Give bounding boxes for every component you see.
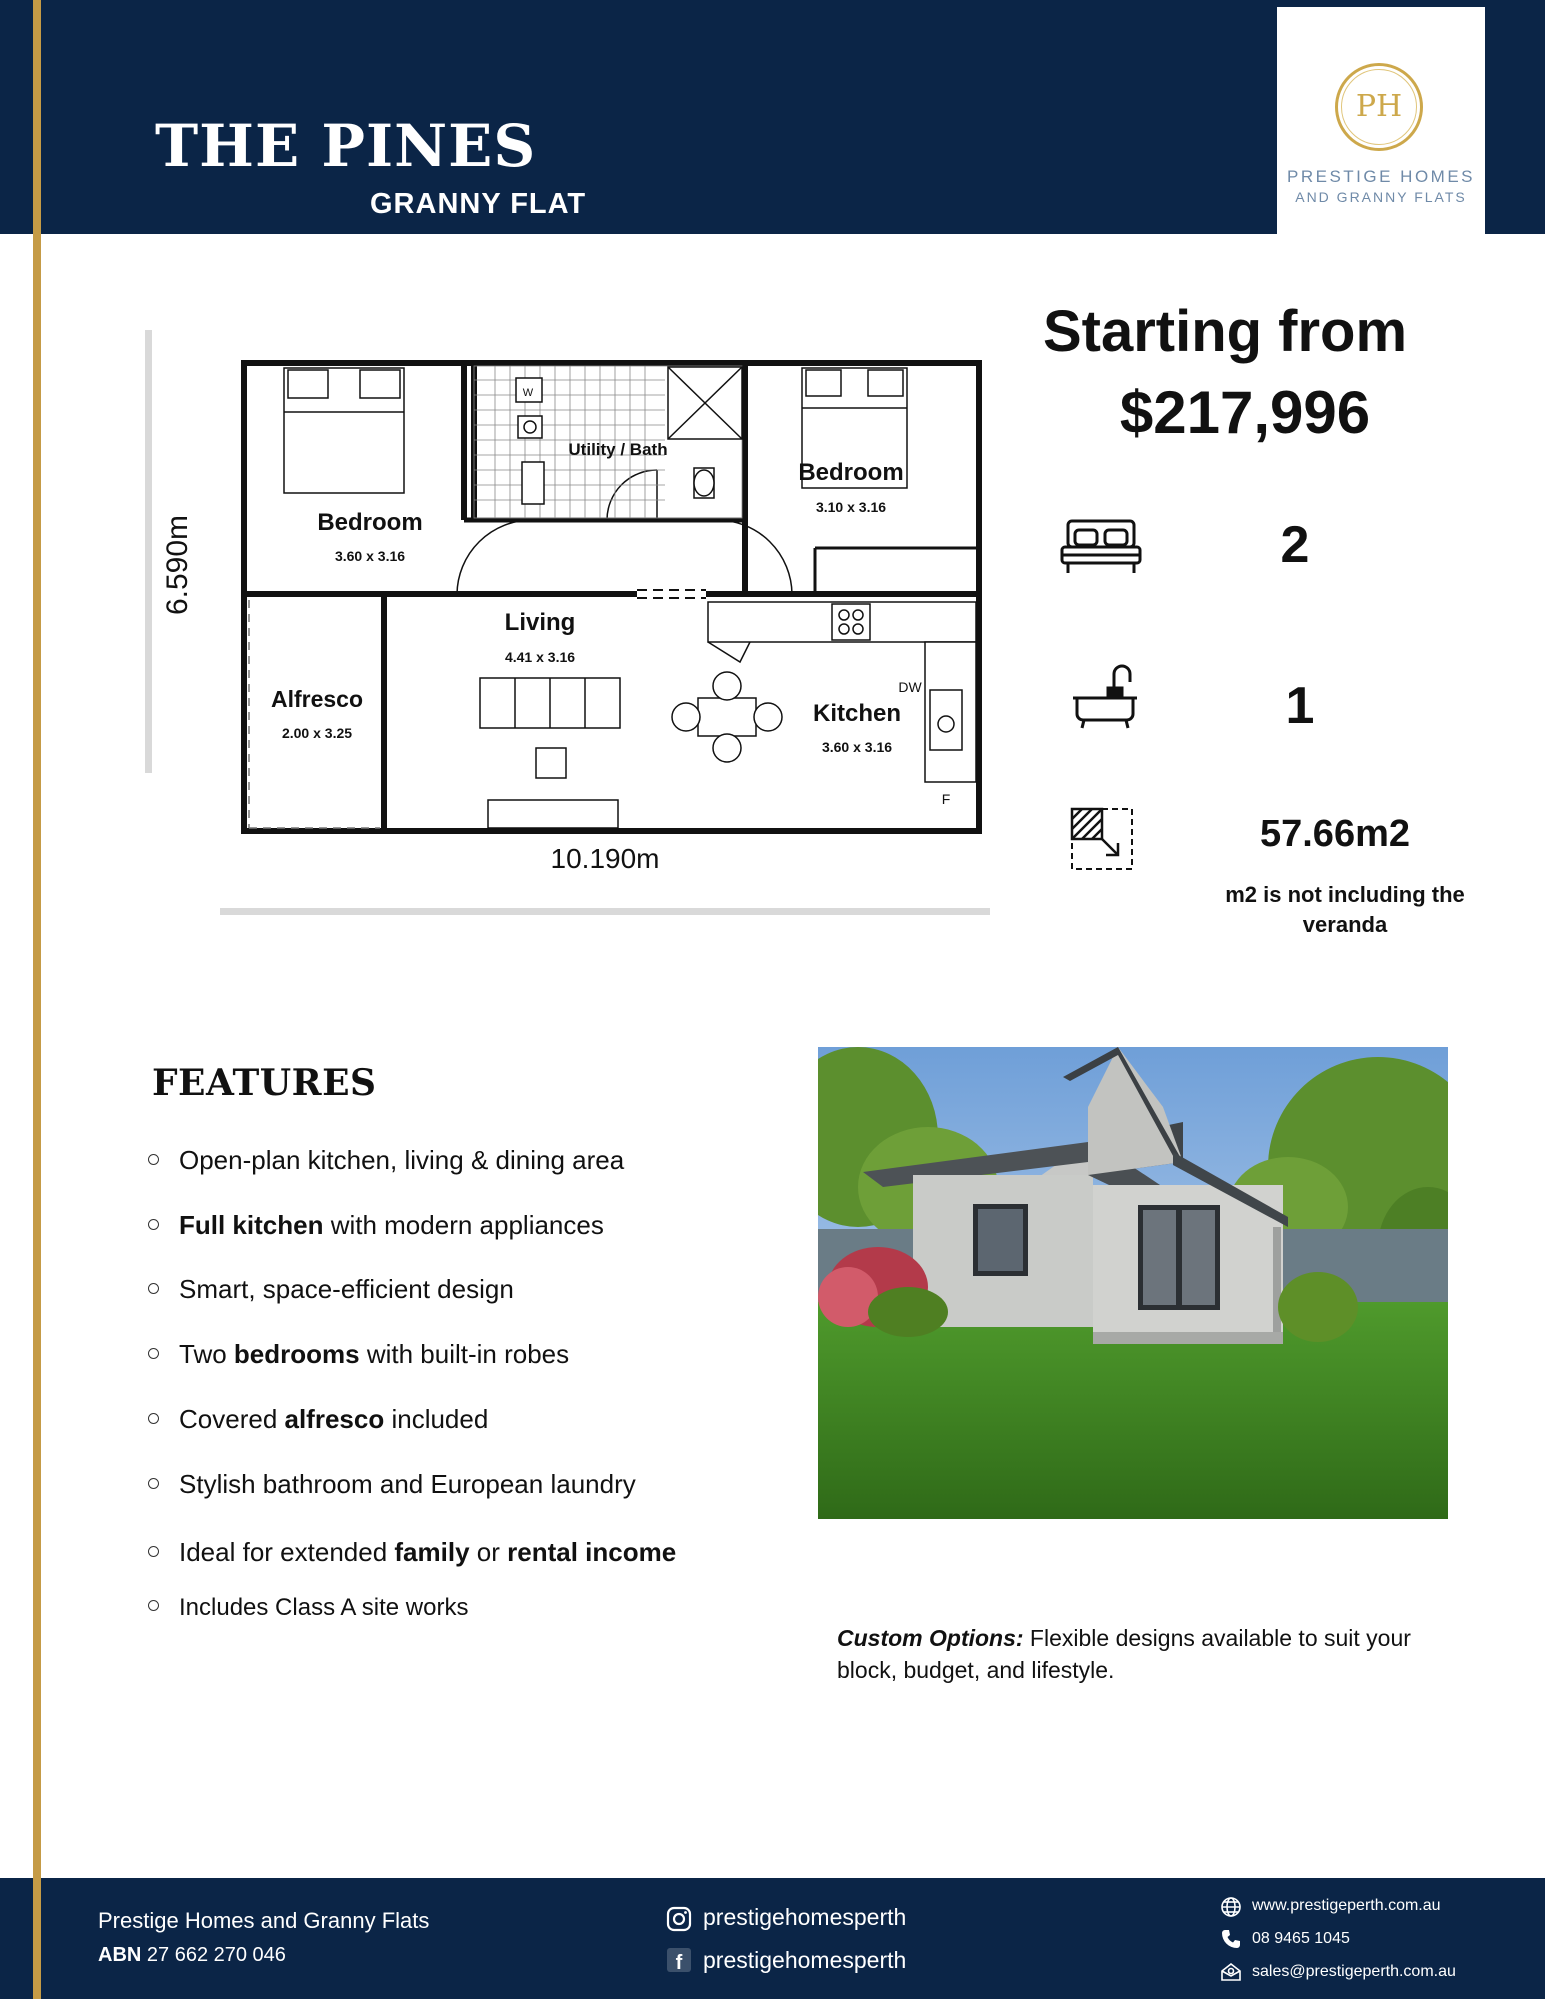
footer-facebook-handle[interactable]: prestigehomesperth — [703, 1947, 907, 1973]
area-note: m2 is not including the veranda — [1225, 882, 1465, 937]
floor-plan — [130, 320, 1000, 920]
logo-text-line2: AND GRANNY FLATS — [1295, 189, 1467, 205]
bullet-icon — [148, 1478, 159, 1489]
price-label: Starting from — [1042, 299, 1408, 364]
bullet-icon — [148, 1283, 159, 1294]
footer — [0, 1878, 1545, 1999]
house-render-image — [818, 1047, 1448, 1519]
width-dimension-bar — [220, 908, 990, 915]
bullet-icon — [148, 1413, 159, 1424]
bedroom1-size: 3.60 x 3.16 — [334, 548, 406, 564]
gold-accent-bar — [33, 0, 41, 1999]
feature-item: Full kitchen with modern appliances — [148, 1210, 604, 1241]
phone-icon — [1221, 1929, 1241, 1949]
page-subtitle: GRANNY FLAT — [370, 188, 587, 220]
custom-options-label: Custom Options: — [837, 1625, 1024, 1651]
footer-instagram-handle[interactable]: prestigehomesperth — [703, 1904, 907, 1930]
feature-item: Covered alfresco included — [148, 1404, 488, 1435]
bathrooms-count: 1 — [1285, 677, 1315, 735]
kitchen-size: 3.60 x 3.16 — [821, 739, 893, 755]
globe-icon — [1220, 1896, 1242, 1918]
bullet-icon — [148, 1154, 159, 1165]
footer-phone[interactable]: 08 9465 1045 — [1252, 1930, 1350, 1947]
bedroom2-size: 3.10 x 3.16 — [815, 499, 887, 515]
bedroom1-label: Bedroom — [317, 509, 423, 536]
bedroom2-door — [717, 520, 792, 594]
page-title: THE PINES — [155, 112, 537, 180]
kitchen-label: Kitchen — [812, 700, 902, 727]
bath-door — [607, 470, 657, 520]
feature-item: Open-plan kitchen, living & dining area — [148, 1145, 624, 1176]
custom-options-note — [837, 1622, 1457, 1686]
bathtub-icon — [1070, 660, 1140, 730]
price-value: $217,996 — [1119, 379, 1371, 446]
feature-item: Two bedrooms with built-in robes — [148, 1339, 569, 1370]
footer-abn — [98, 1944, 286, 1967]
feature-item: Ideal for extended family or rental income — [148, 1537, 676, 1568]
laundry-tub — [522, 462, 544, 504]
footer-company-name: Prestige Homes and Granny Flats — [98, 1908, 430, 1933]
svg-text:f: f — [675, 1952, 683, 1972]
living-furniture — [480, 672, 782, 828]
instagram-icon — [666, 1906, 692, 1932]
features-title: FEATURES — [152, 1062, 377, 1104]
height-dimension-bar — [145, 330, 152, 773]
living-label: Living — [504, 609, 576, 636]
utility-w-label: W — [522, 387, 534, 399]
cooktop — [832, 604, 870, 640]
logo-monogram: PH — [1355, 89, 1403, 124]
bullet-icon — [148, 1600, 159, 1611]
logo-text-line1: PRESTIGE HOMES — [1286, 167, 1476, 186]
dishwasher-label: DW — [898, 679, 922, 695]
footer-email[interactable]: sales@prestigeperth.com.au — [1252, 1963, 1456, 1980]
feature-item: Stylish bathroom and European laundry — [148, 1469, 636, 1500]
footer-website[interactable]: www.prestigeperth.com.au — [1252, 1897, 1441, 1914]
bedrooms-count: 2 — [1280, 516, 1310, 574]
height-dimension-label: 6.590m — [161, 514, 194, 616]
company-logo — [1277, 7, 1485, 234]
floor-area-value: 57.66m2 — [1259, 813, 1410, 855]
email-icon — [1220, 1962, 1242, 1982]
header-banner — [0, 0, 1545, 234]
tv-unit — [488, 800, 618, 828]
footer-abn-number: 27 662 270 046 — [146, 1944, 286, 1966]
footer-abn-label: ABN — [98, 1944, 142, 1966]
feature-item: Includes Class A site works — [148, 1594, 468, 1622]
bedroom1-bed — [284, 368, 404, 493]
bed-icon — [1058, 515, 1144, 581]
feature-item: Smart, space-efficient design — [148, 1274, 514, 1305]
bathroom-fixtures — [516, 367, 742, 504]
kitchen-bench — [708, 602, 976, 782]
floor-area-icon — [1070, 807, 1136, 873]
facebook-icon — [667, 1948, 691, 1972]
living-size: 4.41 x 3.16 — [504, 649, 576, 665]
bedroom2-label: Bedroom — [798, 459, 904, 486]
bullet-icon — [148, 1546, 159, 1557]
fridge-label: F — [941, 791, 951, 807]
bullet-icon — [148, 1219, 159, 1230]
bedroom1-door — [457, 520, 532, 594]
coffee-table — [536, 748, 566, 778]
alfresco-label: Alfresco — [270, 686, 364, 712]
width-dimension-label: 10.190m — [550, 843, 660, 874]
dining-table — [698, 698, 756, 736]
utility-label: Utility / Bath — [568, 440, 668, 459]
bullet-icon — [148, 1348, 159, 1359]
alfresco-size: 2.00 x 3.25 — [281, 725, 353, 741]
custom-options-text: Flexible designs available to suit your block, budget, and lifestyle. — [837, 1625, 1411, 1683]
